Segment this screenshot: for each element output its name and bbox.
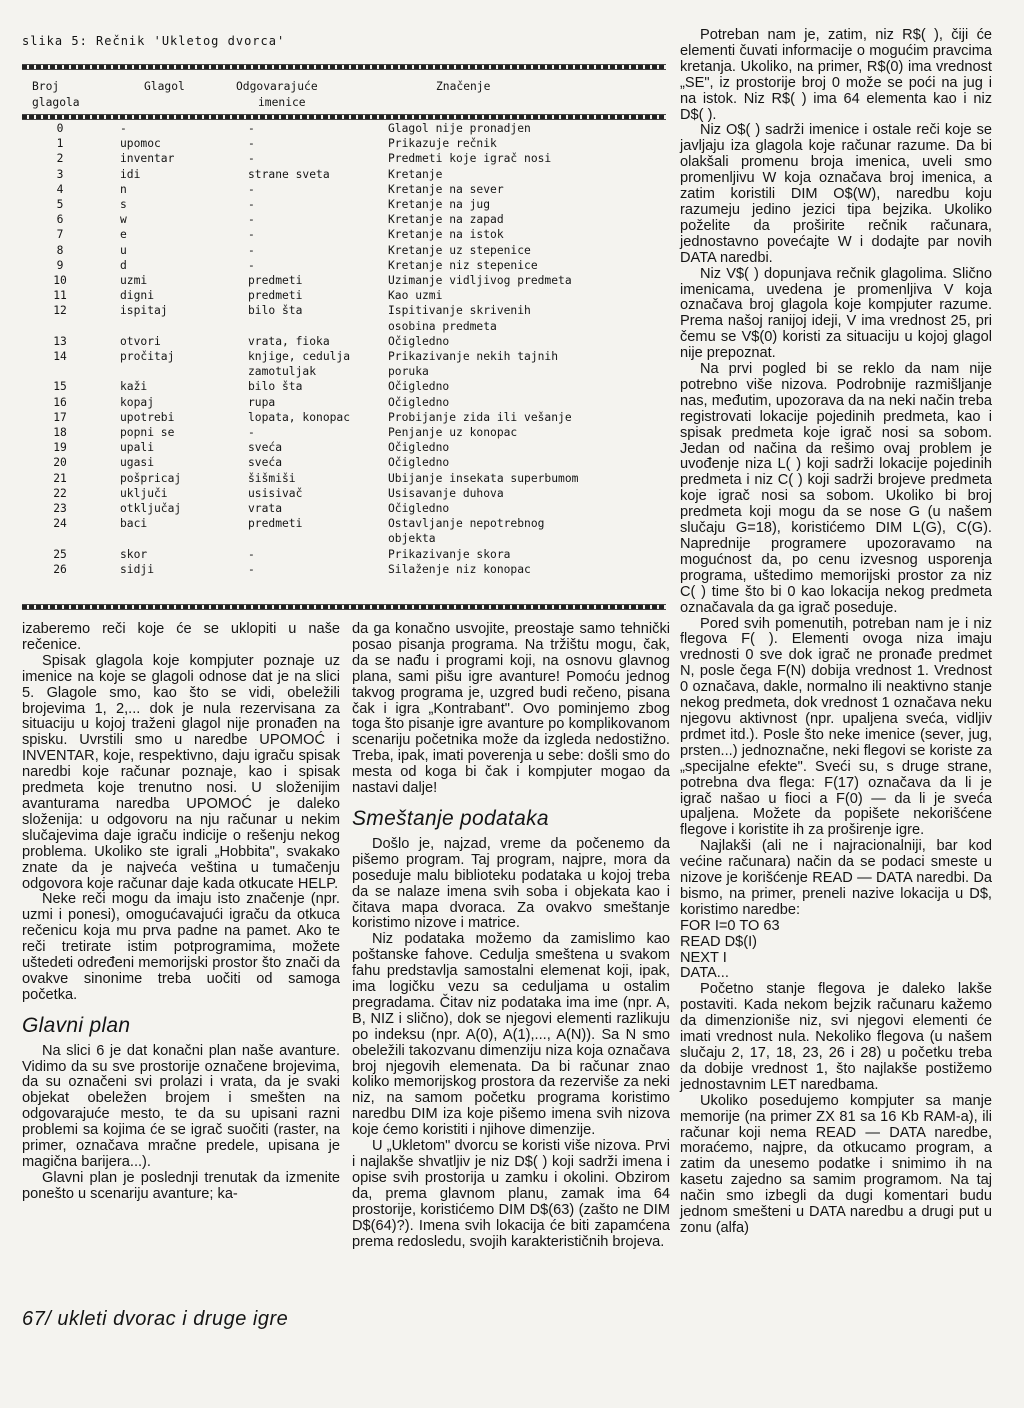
cell-broj: 6 — [56, 213, 64, 227]
cell-imenica: - — [248, 426, 255, 439]
cell-znacenje: Očigledno — [388, 441, 450, 455]
cell-broj: 24 — [53, 517, 67, 531]
cell-broj: 4 — [56, 182, 64, 196]
paragraph: Na slici 6 je dat konačni plan naše avanture. Vidimo da su sve prostorije označene brojevima, da su označeni svi prolazi i vrata, da je svaki objekat obeležen brojem i smešten na odgovarajuće mesto, te da su upisani razni problemi sa kojima će se igrač suočiti (raster, na primer, označava mračne predele, upisana je magična barijera...). — [22, 1042, 340, 1170]
paragraph: Glavni plan je poslednji trenutak da izmenite ponešto u scenariju avanture; ka- — [22, 1169, 340, 1202]
cell-imenica: strane sveta — [248, 167, 330, 181]
cell-broj: 23 — [53, 502, 67, 515]
paragraph: da ga konačno usvojite, preostaje samo tehnički posao pisanja programa. Na tržištu mogu, čak, da se nađu i programi koji, na osnovu glavnog plana, sami pišu igre avanture! Pomoću jednog takvog programa je, uzgred budi rečeno, pisana čak i igra „Kontrabant". Ovo pominjemo zbog toga što pisanje igre avanture po komplikovanom scenariju početnika može da izgleda nedostižno. Treba, ipak, imati poverenja u sebe: došli smo do mesta od koga bi čak i kompjuter mogao da nastavi dalje! — [352, 621, 670, 797]
code-line: READ D$(I) — [680, 933, 758, 950]
cell-imenica: bilo šta — [248, 380, 303, 394]
cell-znacenje: Očigledno — [388, 380, 450, 394]
cell-imenica: predmeti — [248, 517, 303, 531]
cell-imenica: - — [248, 182, 255, 196]
cell-znacenje: Kretanje na jug — [388, 198, 491, 211]
cell-znacenje: Ostavljanje nepotrebnog — [388, 517, 545, 531]
cell-glagol: inventar — [120, 152, 175, 166]
cell-imenica: - — [248, 258, 255, 272]
cell-glagol: otključaj — [120, 502, 182, 515]
text-column-right — [680, 28, 992, 1237]
cell-imenica: bilo šta — [248, 304, 303, 318]
paragraph: Najlakši (ali ne i najracionalniji, bar kod većine računara) način da se podaci smeste u nizove je korišćenje READ — DATA naredbi. Da bismo, na primer, preneli nazive lokacija u D$, koristimo naredbe: — [680, 838, 992, 918]
header-imenice: imenice — [258, 96, 306, 109]
cell-broj: 21 — [53, 471, 67, 485]
cell-glagol: upotrebi — [120, 410, 175, 424]
cell-znacenje: Usisavanje duhova — [388, 486, 504, 500]
paragraph: Početno stanje flegova je daleko lakše postaviti. Kada nekom bejzik računaru kažemo da dimenzioniše niz, svi njegovi elementi će imati vrednost nula. Nekoliko flegova (u našem slučaju 2, 17, 18, 23, 26 i 28) u početku treba da dobije vrednost 1, što najlakše postižemo jednostavnim LET naredbama. — [680, 981, 992, 1093]
cell-broj: 10 — [53, 274, 67, 287]
cell-broj: 25 — [53, 547, 67, 561]
cell-imenica: - — [248, 152, 255, 166]
code-line: NEXT I — [680, 949, 727, 966]
cell-znacenje: Probijanje zida ili vešanje — [388, 410, 572, 424]
paragraph: Niz V$( ) dopunjava rečnik glagolima. Slično imenicama, uvedena je promenljiva V koja označava broj glagola koje kompjuter razume. Prema našoj ranijoj ideji, V ima vrednost 25, pri čemu se V$(0) koristi za situaciju u kojoj glagol nije prepoznat. — [680, 265, 992, 362]
cell-glagol: idi — [120, 167, 141, 181]
paragraph: Niz podataka možemo da zamislimo kao poštanske fahove. Cedulja smeštena u svakom fahu predstavlja samostalni elemenat koji, ipak, ima logičku vezu sa ceduljama u ostalim pregradama. Čitav niz podataka ima ime (npr. A, B, NIZ i slično), dok se njegovi elementi razlikuju po indeksu (npr. A(0), A(1),..., A(N)). Sa N smo obeležili takozvanu dimenziju niza koja označava broj njegovih elemenata. Da bi računar znao koliko memorijskog prostora da rezerviše za neki niz, na samom početku programa koristimo naredbu DIM iza koje pišemo imena svih nizova koje ćemo koristiti i njihove dimenzije. — [352, 931, 670, 1139]
page-footer: 67/ ukleti dvorac i druge igre — [22, 1308, 289, 1330]
header-znacenje: Značenje — [436, 80, 491, 93]
cell-broj: 26 — [53, 562, 67, 576]
cell-broj: 5 — [56, 198, 64, 211]
paragraph: Pored svih pomenutih, potreban nam je i niz flegova F( ). Elementi ovoga niza imaju vrednosti 0 sve dok igrač ne pronađe predmet N, posle čega F(N) dobija vrednost 1. Vrednost 0 označava, dakle, normalno ili neaktivno stanje nekog predmeta, dok vrednost 1 označava neku njegovu aktivnost (npr. upaljena sveća, vidljiv prdmet itd.). Posle što neke imenice (sever, jug, prsten...) jednoznačne, neki flegovi se koriste za „specijalne efekte". Svеći su, s druge strane, potrebna dva flega: F(17) označava da li je igrač našao u fioci a F(0) — da li je sveća upaljena. Možete da popišete nekorišćene flegove i koristite ih za proširenje igre. — [680, 615, 992, 839]
header-glagol: Glagol — [144, 80, 185, 93]
cell-imenica: - — [248, 198, 255, 211]
cell-imenica: sveća — [248, 456, 283, 470]
cell-imenica: - — [248, 213, 255, 227]
cell-imenica: sveća — [248, 441, 283, 455]
cell-imenica: vrata — [248, 502, 283, 515]
paragraph: Ukoliko posedujemo kompjuter sa manje memorije (na primer ZX 81 sa 16 Kb RAM-a), ili računar koji nema READ — DATA naredbe, moraćemo, najpre, da otkucamo program, a zatim da unesemo podatke i snimimo ih na kasetu zajedno sa samim programom. Na taj način smo izbegli da dugi komentari budu jednom smešteni u DATA naredbu a drugi put u zonu (alfa) — [680, 1092, 992, 1236]
cell-znacenje: Očigledno — [388, 395, 450, 409]
cell-znacenje: Očigledno — [388, 502, 450, 515]
table-bottom-rule — [22, 604, 666, 610]
cell-broj: 9 — [56, 258, 64, 272]
section-heading-glavni-plan: Glavni plan — [22, 1013, 131, 1037]
header-glagola: glagola — [32, 96, 80, 109]
cell-imenica: predmeti — [248, 289, 303, 303]
cell-imenica: - — [248, 228, 255, 242]
cell-broj: 13 — [53, 334, 67, 348]
cell-glagol: e — [120, 228, 127, 242]
cell-glagol: upomoc — [120, 137, 161, 151]
paragraph: Neke reči mogu da imaju isto značenje (npr. uzmi i ponesi), omogućavajući igraču da otkuca rečenicu koja mu prva padne na pamet. Ako te reči tretirate istim potprogramima, možete uštedeti određeni memorijski prostor što znači da ovakve sinonime treba uočiti od samoga početka. — [22, 891, 340, 1003]
cell-broj: 2 — [56, 152, 64, 166]
cell-glagol: d — [120, 258, 127, 272]
code-line: FOR I=0 TO 63 — [680, 917, 780, 934]
cell-broj: 1 — [56, 137, 64, 151]
header-broj: Broj — [32, 80, 60, 93]
cell-znacenje: Očigledno — [388, 334, 450, 348]
cell-imenica: - — [248, 137, 255, 151]
cell-imenica: knjige, cedulja — [248, 350, 351, 363]
cell-znacenje: Kretanje na istok — [388, 228, 504, 242]
cell-glagol: u — [120, 243, 127, 257]
cell-broj: 3 — [56, 167, 64, 181]
cell-glagol: baci — [120, 517, 148, 531]
paragraph: Na prvi pogled bi se reklo da nam nije potrebno više nizova. Podrobnije razmišljanje nas, međutim, upozorava da na neki način treba registrovati lokacije pojedinih predmeta, kao i spisak predmeta koje igrač nosi sa sobom. Jedan od načina da rešimo ovaj problem je uvođenje niza L( ) koji sadrži lokacije pojedinih predmeta i niz C( ) koji sadrži brojeve predmeta koje igrač nosi sa sobom. Ukoliko bi broj predmeta koji mogu da se nose G (u našem slučaju G=18), koristićemo DIM L(G), C(G). Naprednije programere upozoravamo na mogućnost da, po cenu izvesnog usporenja programa, uštedimo memorijski prostor za niz C( ) time što bi 0 kao lokacija nekog predmeta označavala da ga igrač poseduje. — [680, 361, 992, 616]
cell-broj: 14 — [53, 350, 67, 363]
cell-glagol: s — [120, 198, 127, 211]
cell-glagol: kaži — [120, 380, 148, 394]
cell-broj: 22 — [53, 486, 67, 500]
cell-glagol: uzmi — [120, 274, 148, 287]
cell-znacenje: objekta — [388, 532, 436, 546]
cell-znacenje: Kretanje uz stepenice — [388, 243, 531, 257]
cell-glagol: pošpricaj — [120, 471, 182, 485]
cell-glagol: pročitaj — [120, 350, 175, 363]
section-heading-smestanje: Smeštanje podataka — [352, 806, 549, 830]
cell-imenica: zamotuljak — [248, 365, 317, 379]
cell-imenica: vrata, fioka — [248, 334, 330, 348]
table-top-rule — [22, 64, 666, 70]
code-line: DATA... — [680, 965, 729, 982]
paragraph: Niz O$( ) sadrži imenice i ostale reči koje se javljaju iza glagola koje računar razume. Da bi olakšali promenu broja imenica, uveli smo promenljivu W koja označava broj imenica, a zatim koristili DIM O$(W), naredbu koju razumeju jedino jezici tipa bejzika. Ukoliko poželite da proširite rečnik računara, jednostavno povećajte W i dodajte par novih DATA naredbi. — [680, 122, 992, 266]
cell-broj: 16 — [53, 395, 67, 409]
cell-broj: 0 — [56, 122, 64, 135]
cell-glagol: - — [120, 122, 127, 135]
cell-imenica: šišmiši — [248, 471, 296, 485]
cell-znacenje: Uzimanje vidljivog predmeta — [388, 274, 572, 287]
cell-glagol: upali — [120, 441, 155, 455]
cell-znacenje: osobina predmeta — [388, 319, 497, 333]
cell-imenica: usisivač — [248, 486, 303, 500]
cell-broj: 7 — [56, 228, 64, 242]
cell-broj: 17 — [53, 410, 67, 424]
cell-znacenje: Kao uzmi — [388, 289, 443, 303]
cell-znacenje: Silaženje niz konopac — [388, 562, 531, 576]
cell-znacenje: Prikazivanje skora — [388, 547, 511, 561]
cell-znacenje: Ispitivanje skrivenih — [388, 304, 531, 318]
cell-glagol: sidji — [120, 562, 155, 576]
figure-caption: slika 5: Rečnik 'Ukletog dvorca' — [22, 34, 286, 48]
paragraph: U „Ukletom" dvorcu se koristi više nizova. Prvi i najlakše shvatljiv je niz D$( ) koji sadrži imena i opise svih prostorija u zamku i okolini. Obzirom da, prema glavnom planu, zamak ima 64 prostorije, koristićemo DIM D$(63) (zašto ne DIM D$(64)?). Imena svih lokacija će biti zapamćena prema redosledu, svojih karakterističnih brojeva. — [352, 1138, 670, 1250]
cell-glagol: skor — [120, 547, 148, 561]
header-odgovarajuce: Odgovarajuće — [236, 80, 318, 93]
cell-znacenje: Kretanje na zapad — [388, 213, 504, 227]
cell-broj: 18 — [53, 426, 67, 439]
cell-znacenje: Očigledno — [388, 456, 450, 470]
cell-znacenje: Prikazuje rečnik — [388, 137, 497, 151]
cell-glagol: kopaj — [120, 395, 155, 409]
cell-glagol: w — [120, 213, 127, 227]
cell-broj: 8 — [56, 243, 64, 257]
cell-imenica: rupa — [248, 395, 276, 409]
cell-znacenje: poruka — [388, 365, 429, 379]
table-header-rule — [22, 114, 666, 120]
dictionary-table — [22, 58, 666, 618]
text-column-left — [22, 622, 340, 1203]
cell-imenica: - — [248, 562, 255, 576]
cell-znacenje: Kretanje na sever — [388, 182, 504, 196]
cell-imenica: - — [248, 547, 255, 561]
text-column-middle — [352, 622, 670, 1250]
cell-glagol: uključi — [120, 486, 168, 500]
paragraph: Spisak glagola koje kompjuter poznaje uz imenice na koje se glagoli odnose dat je na slici 5. Glagole smo, kao što se vidi, obeležili brojevima 1, 2,... dok je nula rezervisana za situaciju u kojoj traženi glagol nije pronađen na spisku. Uvrstili smo u naredbe UPOMOĆ i INVENTAR, koje, respektivno, daju igraču spisak naredbi koje računar poznaje, kao i spisak predmeta koje trenutno nosi. U složenijim avanturama naredba UPOMOĆ je daleko složenija: u odgovoru na nju računar u nekim slučajevima daje igraču indicije o rešenju nekog problema. Ukoliko ste igrali „Hobbita", svakako znate da je najveća veština u tumačenju odgovora koje računar daje kada otkucate HELP. — [22, 652, 340, 892]
cell-znacenje: Ubijanje insekata superbumom — [388, 471, 579, 485]
cell-glagol: ugasi — [120, 456, 155, 470]
cell-znacenje: Prikazivanje nekih tajnih — [388, 350, 559, 363]
paragraph: Došlo je, najzad, vreme da počenemo da pišemo program. Taj program, najpre, mora da poseduje malu biblioteku podataka u kojoj treba da se nalaze imena svih soba i objekata kao i čitava mapa dvoraca. Za ovakvo smeštanje koristimo nizove i matrice. — [352, 835, 670, 932]
cell-broj: 12 — [53, 304, 67, 318]
cell-glagol: ispitaj — [120, 304, 168, 318]
cell-imenica: lopata, konopac — [248, 410, 351, 424]
cell-broj: 20 — [53, 456, 67, 470]
cell-znacenje: Kretanje — [388, 167, 443, 181]
paragraph: Potreban nam je, zatim, niz R$( ), čiji će elementi čuvati informacije o mogućim pravcima kretanja. Ukoliko, na primer, R$(0) ima vrednost „SE", iz prostorije broj 0 može se poći na jug i na istok. Niz R$( ) ima 64 elementa kao i niz D$( ). — [680, 27, 992, 123]
cell-glagol: otvori — [120, 334, 161, 348]
cell-glagol: n — [120, 182, 127, 196]
cell-glagol: digni — [120, 289, 155, 303]
cell-imenica: - — [248, 122, 255, 135]
cell-znacenje: Glagol nije pronadjen — [388, 122, 531, 135]
cell-imenica: - — [248, 243, 255, 257]
cell-glagol: popni se — [120, 426, 175, 439]
cell-broj: 15 — [53, 380, 67, 394]
paragraph: izaberemo reči koje će se uklopiti u naše rečenice. — [22, 621, 340, 653]
cell-znacenje: Penjanje uz konopac — [388, 426, 518, 439]
cell-broj: 11 — [53, 289, 67, 303]
cell-imenica: predmeti — [248, 274, 303, 287]
cell-broj: 19 — [53, 441, 67, 455]
cell-znacenje: Kretanje niz stepenice — [388, 258, 538, 272]
cell-znacenje: Predmeti koje igrač nosi — [388, 152, 552, 166]
